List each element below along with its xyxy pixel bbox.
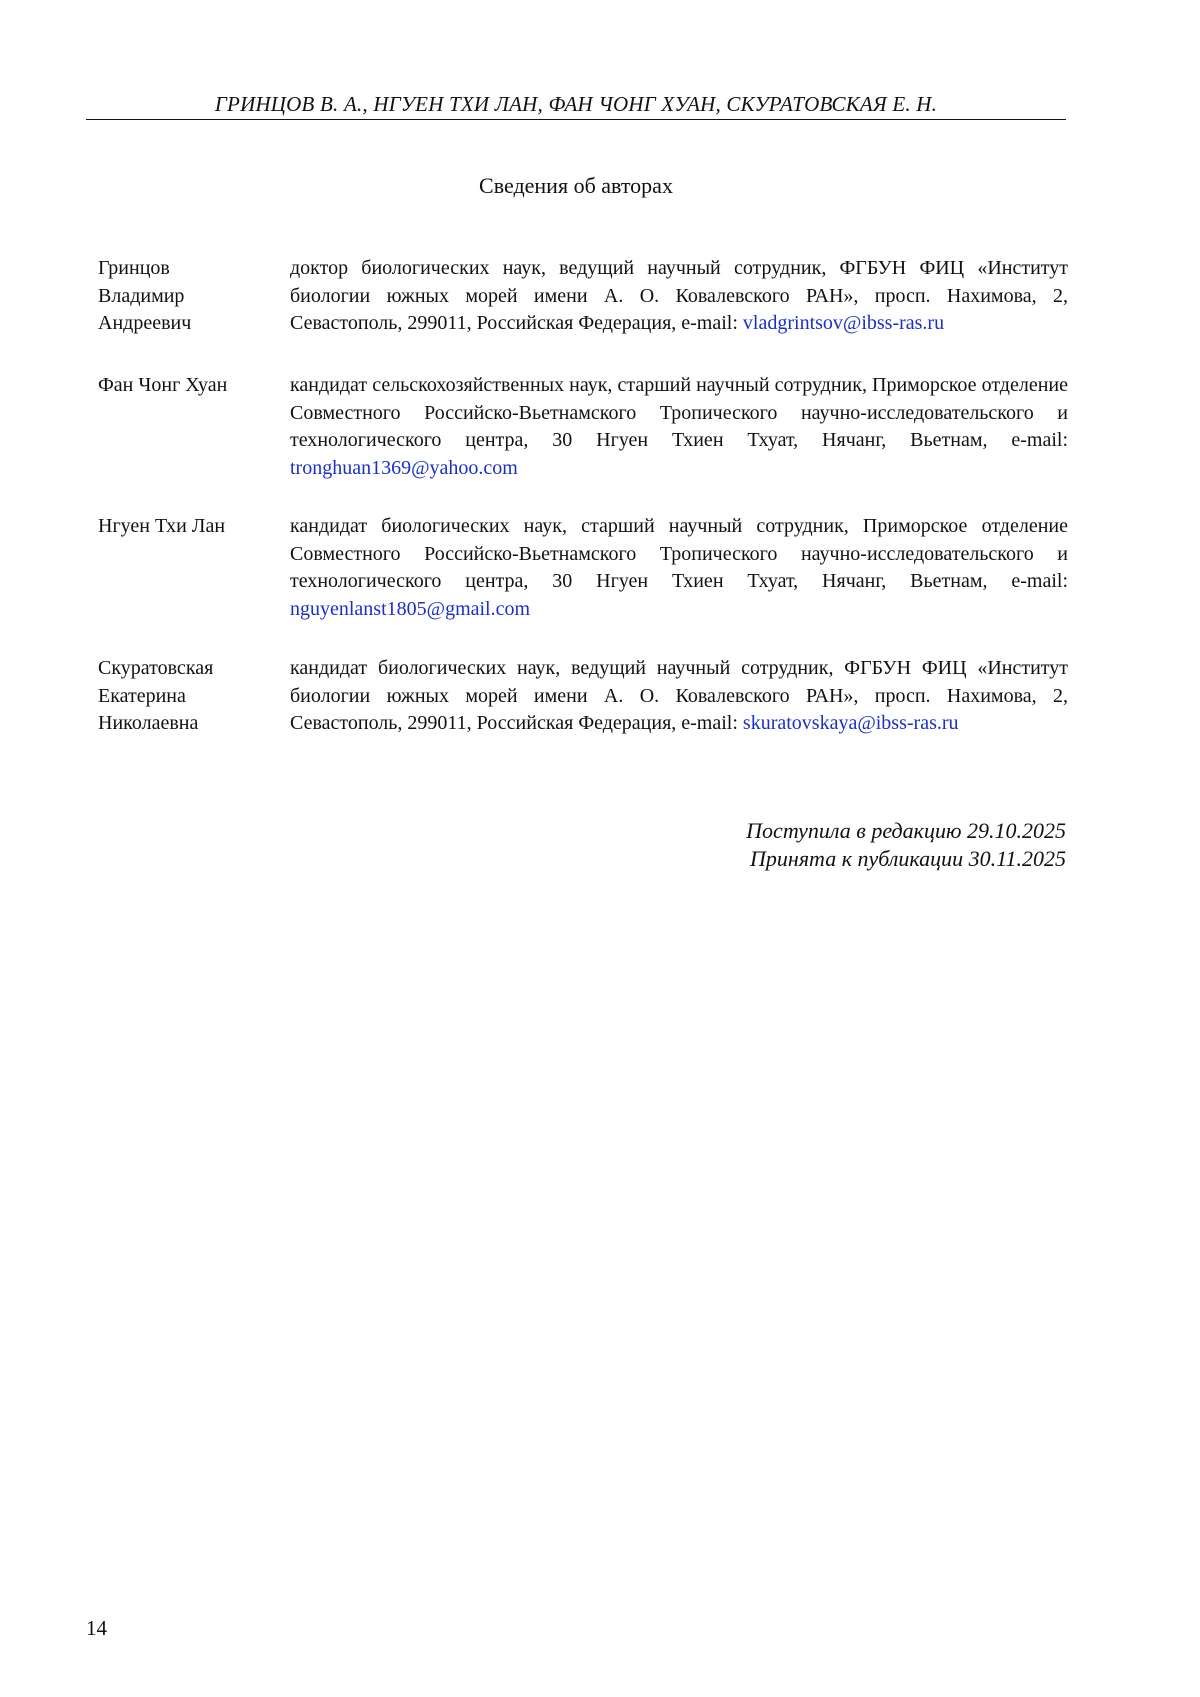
- author-email-link[interactable]: nguyenlanst1805@gmail.com: [290, 597, 531, 620]
- received-date: Поступила в редакцию 29.10.2025: [746, 818, 1066, 843]
- author-email-link[interactable]: vladgrintsov@ibss-ras.ru: [742, 312, 945, 334]
- author-email-link[interactable]: skuratovskaya@ibss-ras.ru: [742, 712, 959, 734]
- author-bio: [290, 372, 1068, 482]
- author-bio: [290, 655, 1068, 738]
- author-name: Скуратовская Екатерина Николаевна: [98, 657, 214, 734]
- running-title: ГРИНЦОВ В. А., НГУЕН ТХИ ЛАН, ФАН ЧОНГ ХУАН, СКУРАТОВСКАЯ Е. Н.: [214, 92, 938, 116]
- author-bio-text: кандидат сельскохозяйственных наук, старший научный сотрудник, Приморское отделение Совместного Российско-Вьетнамского Тропического научно-исследовательского и технологического центра, 30 Нгуен Тхиен Тхуат, Нячанг, Вьетнам, e-mail:: [290, 374, 1068, 451]
- author-name: Фан Чонг Хуан: [98, 374, 228, 396]
- author-bio-text: кандидат биологических наук, ведущий научный сотрудник, ФГБУН ФИЦ «Институт биологии южных морей имени А. О. Ковалевского РАН», просп. Нахимова, 2, Севастополь, 299011, Российская Федерация, e-mail:: [290, 657, 1068, 734]
- submission-dates: [600, 817, 1066, 873]
- section-title: Сведения об авторах: [479, 173, 673, 198]
- page-number: 14: [86, 1616, 107, 1640]
- author-bio: [290, 255, 1068, 338]
- author-bio: [290, 513, 1068, 623]
- author-bio-text: доктор биологических наук, ведущий научный сотрудник, ФГБУН ФИЦ «Институт биологии южных морей имени А. О. Ковалевского РАН», просп. Нахимова, 2, Севастополь, 299011, Российская Федерация, e-mail:: [290, 257, 1068, 334]
- header-rule: [86, 119, 1066, 120]
- author-name: Гринцов Владимир Андреевич: [98, 257, 192, 334]
- author-email-link[interactable]: tronghuan1369@yahoo.com: [290, 456, 518, 479]
- author-name: Нгуен Тхи Лан: [98, 515, 226, 537]
- author-bio-text: кандидат биологических наук, старший научный сотрудник, Приморское отделение Совместного Российско-Вьетнамского Тропического научно-исследовательского и технологического центра, 30 Нгуен Тхиен Тхуат, Нячанг, Вьетнам, e-mail:: [290, 515, 1068, 592]
- accepted-date: Принята к публикации 30.11.2025: [750, 846, 1066, 871]
